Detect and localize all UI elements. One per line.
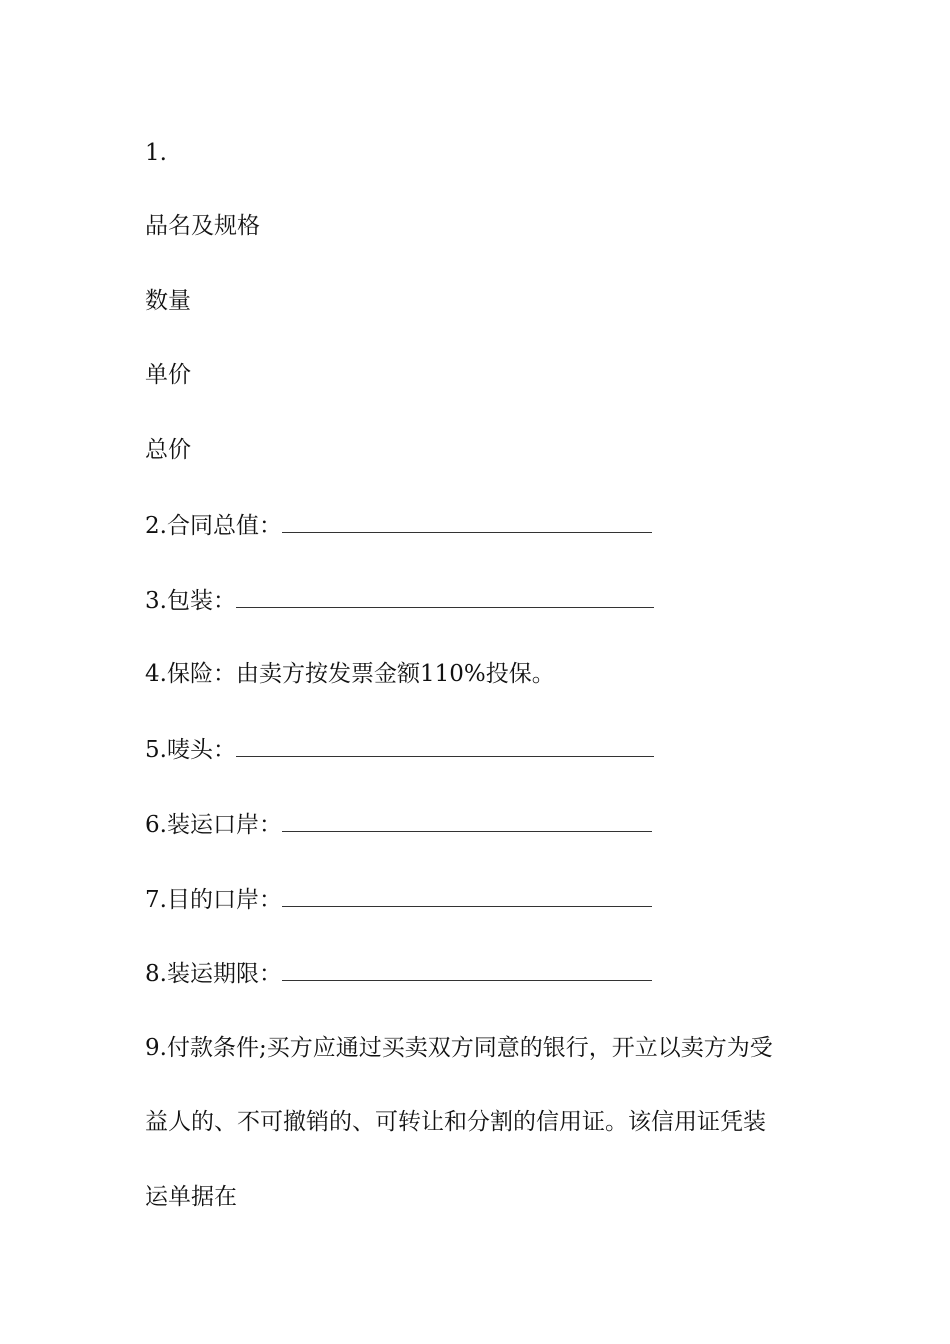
- payment-terms-line-2: 益人的、不可撤销的、可转让和分割的信用证。该信用证凭装: [145, 1109, 766, 1135]
- field-packing: [145, 585, 654, 616]
- fill-blank[interactable]: [282, 510, 652, 533]
- payment-terms-line-1: 9.付款条件;买方应通过买卖双方同意的银行，开立以卖方为受: [145, 1035, 773, 1061]
- field-label: 8.装运期限：: [145, 961, 282, 987]
- field-label: 2.合同总值：: [145, 513, 282, 539]
- field-port-of-loading: [145, 809, 652, 840]
- payment-terms-line-3: 运单据在: [145, 1184, 237, 1210]
- field-shipping-mark: [145, 734, 654, 765]
- field-insurance: [145, 659, 555, 689]
- field-label: 7.目的口岸：: [145, 887, 282, 913]
- fill-blank[interactable]: [236, 734, 654, 757]
- field-contract-total: [145, 510, 652, 541]
- field-label: 4.保险：由卖方按发票金额110%投保。: [145, 661, 555, 687]
- header-unit-price: 单价: [145, 362, 191, 388]
- field-label: 5.唛头：: [145, 737, 236, 763]
- header-quantity: 数量: [145, 288, 191, 314]
- field-shipment-period: [145, 958, 652, 989]
- fill-blank[interactable]: [236, 585, 654, 608]
- header-product-spec: 品名及规格: [145, 213, 260, 239]
- header-total-price: 总价: [145, 437, 191, 463]
- fill-blank[interactable]: [282, 958, 652, 981]
- field-port-of-destination: [145, 884, 652, 915]
- item-number: 1.: [145, 140, 167, 166]
- field-label: 3.包装：: [145, 588, 236, 614]
- fill-blank[interactable]: [282, 884, 652, 907]
- fill-blank[interactable]: [282, 809, 652, 832]
- field-label: 6.装运口岸：: [145, 812, 282, 838]
